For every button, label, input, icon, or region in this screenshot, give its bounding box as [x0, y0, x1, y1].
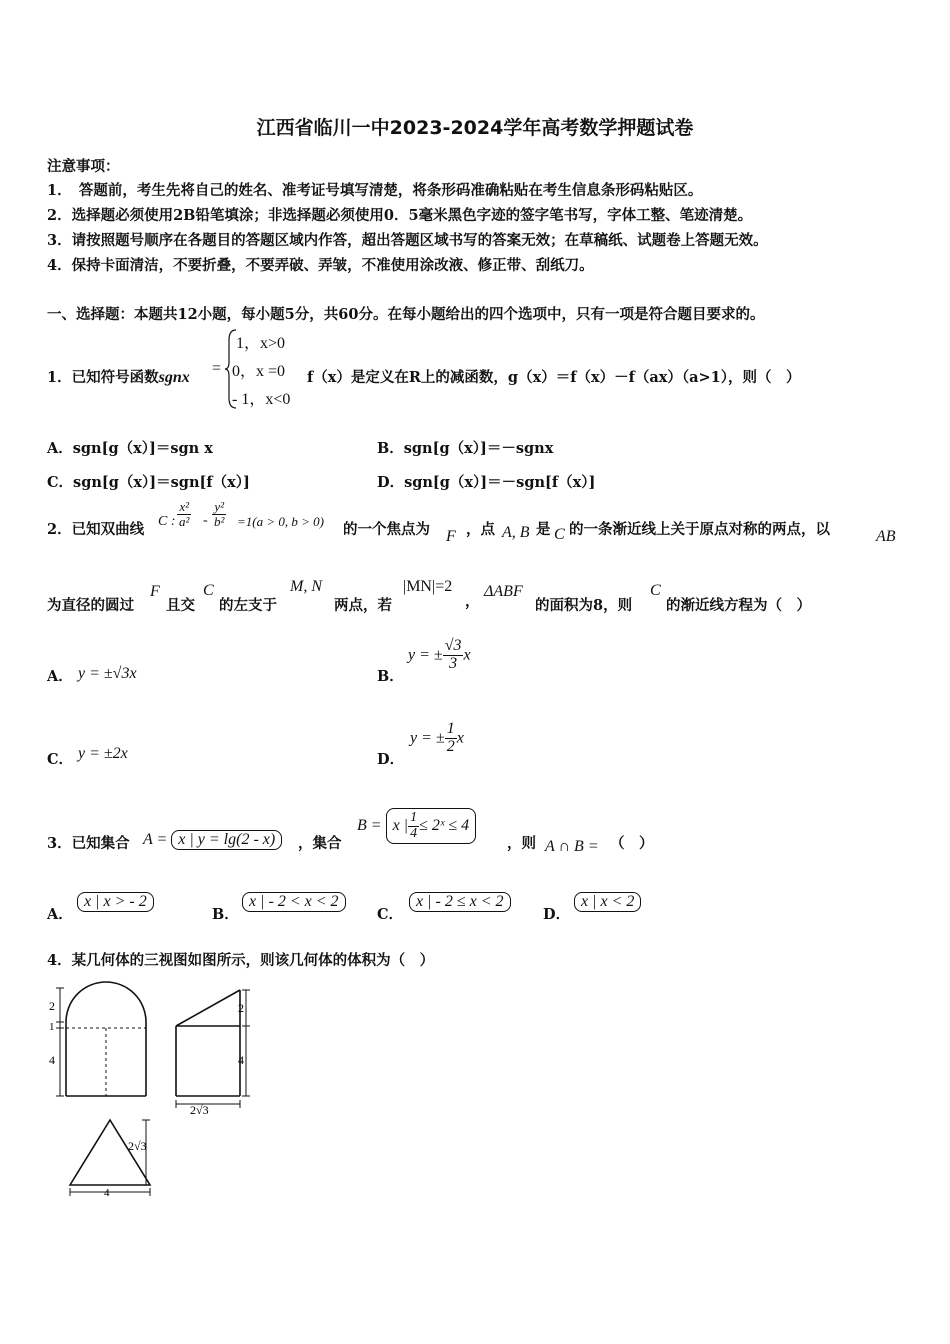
q3-text-2: ，集合 — [298, 835, 342, 852]
q2-option-d: y = ± $\frac{1}{2}$ x — [410, 720, 464, 755]
q2-option-a: y = ±√3x — [78, 665, 137, 682]
q2-line2-a: 为直径的圆过 — [47, 597, 134, 614]
q1-stem: f（x）是定义在R上的减函数，g（x）＝f（x）－f（ax）（a>1），则（ ） — [307, 369, 801, 386]
side-label-top: 2 — [238, 1001, 244, 1015]
q3-option-d: x | x < 2 — [574, 892, 641, 912]
section-heading: 一、选择题：本题共12小题，每小题5分，共60分。在每小题给出的四个选项中，只有一项是符合题目要求的。 — [47, 306, 765, 323]
q2-curve-c: C — [554, 526, 565, 543]
notice-item-1: 1． 答题前，考生先将自己的姓名、准考证号填写清楚，将条形码准确粘贴在考生信息条形码粘贴区。 — [47, 182, 703, 199]
q2-line2-c: C — [203, 582, 214, 599]
q3-option-c: x | - 2 ≤ x < 2 — [409, 892, 511, 912]
q3-option-b: x | - 2 < x < 2 — [242, 892, 346, 912]
q2-triangle: ΔABF — [484, 583, 523, 600]
q4-stem: 4．某几何体的三视图如图所示，则该几何体的体积为（ ） — [47, 952, 435, 969]
q2-text-4: 是 — [536, 521, 551, 538]
side-label-width: 2√3 — [190, 1103, 209, 1117]
q2-segment-ab: AB — [876, 528, 896, 545]
q2-points-ab: A, B — [502, 524, 530, 541]
three-view-figure — [40, 980, 270, 1200]
q3-intersection: A ∩ B = — [545, 838, 599, 855]
q1-case-2: 0，x =0 — [232, 363, 286, 380]
q2-c-lead: C : — [158, 514, 176, 529]
q2-option-c: y = ±2x — [78, 745, 128, 762]
q2-frac-x: $\frac{\text{x²}}{\text{a²}}$ — [179, 499, 190, 529]
q2-option-a-label: A． — [47, 668, 73, 685]
q3-option-c-label: C． — [377, 906, 404, 923]
q2-line2-f-text: 的渐近线方程为（ ） — [666, 597, 811, 614]
front-label-bottom: 4 — [49, 1053, 55, 1067]
q2-text-2: 的一个焦点为 — [343, 521, 430, 538]
q2-option-c-label: C． — [47, 751, 74, 768]
page-title: 江西省临川一中2023-2024学年高考数学押题试卷 — [256, 117, 694, 139]
notice-item-2: 2．选择题必须使用2B铅笔填涂；非选择题必须使用0．5毫米黑色字迹的签字笔书写，字体工整、笔迹清楚。 — [47, 207, 753, 224]
q2-line2-text-c: 的左支于 — [219, 597, 277, 614]
notice-heading: 注意事项： — [47, 158, 120, 175]
q2-text-5: 的一条渐近线上关于原点对称的两点，以 — [569, 521, 830, 538]
top-label-width: 4 — [104, 1187, 110, 1199]
q1-option-a: A．sgn[g（x）]＝sgn x — [47, 440, 213, 457]
top-label-height: 2√3 — [128, 1139, 147, 1153]
q2-prefix: 2．已知双曲线 — [47, 521, 145, 538]
side-label-bottom: 4 — [238, 1053, 244, 1067]
q3-option-a: x | x > - 2 — [77, 892, 154, 912]
front-view — [56, 982, 146, 1096]
front-label-top: 2 — [49, 999, 55, 1013]
notice-item-3: 3．请按照题号顺序在各题目的答题区域内作答，超出答题区域书写的答案无效；在草稿纸、试题卷上答题无效。 — [47, 232, 768, 249]
q1-case-3: - 1，x<0 — [232, 391, 291, 408]
q2-option-b-label: B． — [377, 668, 404, 685]
q2-option-d-label: D． — [377, 751, 405, 768]
q3-set-b: B = x | $\frac{1}{4}$ ≤ 2ˣ ≤ 4 — [357, 808, 476, 844]
q1-eq: = — [212, 360, 222, 377]
notice-item-4: 4．保持卡面清洁，不要折叠，不要弄破、弄皱，不准使用涂改液、修正带、刮纸刀。 — [47, 257, 594, 274]
q2-focus-f: F — [446, 528, 456, 545]
q2-line2-d: 两点，若 — [334, 597, 392, 614]
q3-option-b-label: B． — [212, 906, 239, 923]
top-view — [70, 1120, 150, 1196]
q3-prefix: 3．已知集合 — [47, 835, 130, 852]
q2-condition: =1(a > 0, b > 0) — [237, 514, 324, 529]
q2-line2-e: 的面积为8，则 — [535, 597, 633, 614]
q2-line2-b: 且交 — [166, 597, 195, 614]
q1-option-d: D．sgn[g（x）]＝－sgn[f（x）] — [377, 474, 596, 491]
q2-line2-c2: C — [650, 582, 661, 599]
q3-option-d-label: D． — [543, 906, 571, 923]
q2-minus: - — [203, 513, 208, 528]
front-label-mid: 1 — [49, 1021, 55, 1033]
q1-case-1: 1，x>0 — [236, 335, 286, 352]
q1-option-c: C．sgn[g（x）]＝sgn[f（x）] — [47, 474, 250, 491]
q2-comma: ， — [465, 593, 480, 610]
q2-line2-f: F — [150, 583, 160, 600]
q2-text-3: ，点 — [466, 521, 495, 538]
q3-set-a: A = x | y = lg(2 - x) — [143, 830, 282, 850]
q2-frac-y: $\frac{\text{y²}}{\text{b²}}$ — [214, 499, 225, 529]
q3-option-a-label: A． — [47, 906, 73, 923]
q1-prefix: 1．已知符号函数sgnx — [47, 369, 190, 386]
q2-points-mn: M, N — [290, 578, 322, 595]
q3-text-3: ，则 — [507, 835, 536, 852]
q2-mn-eq: |MN|=2 — [403, 578, 453, 595]
q1-option-b: B．sgn[g（x）]＝－sgnx — [377, 440, 554, 457]
q2-option-b: y = ± $\frac{√3}{3}$ x — [408, 637, 471, 672]
q3-text-4: （ ） — [610, 835, 654, 852]
